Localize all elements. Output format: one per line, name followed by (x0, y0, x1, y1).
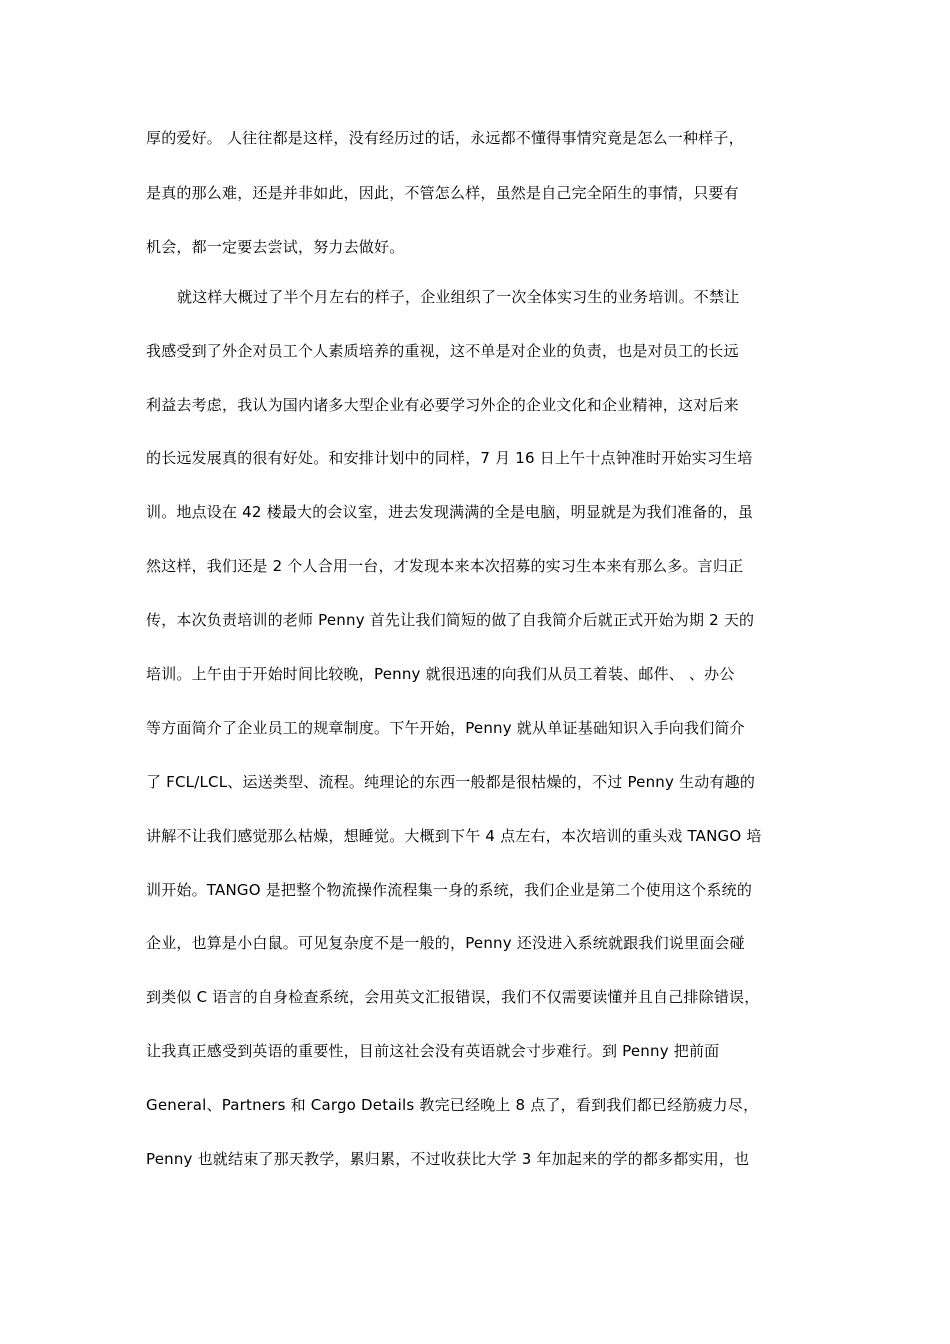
text-line: 讲解不让我们感觉那么枯燥，想睡觉。大概到下午 4 点左右，本次培训的重头戏 TANGO 培 (146, 827, 762, 845)
text-line: 企业，也算是小白鼠。可见复杂度不是一般的，Penny 还没进入系统就跟我们说里面会碰 (146, 934, 745, 952)
text-line: 了 FCL/LCL、运送类型、流程。纯理论的东西一般都是很枯燥的，不过 Penny 生动有趣的 (146, 773, 756, 791)
text-line: General、Partners 和 Cargo Details 教完已经晚上 8 点了，看到我们都已经筋疲力尽， (146, 1096, 759, 1114)
text-line: 是真的那么难，还是并非如此，因此，不管怎么样，虽然是自己完全陌生的事情，只要有 (146, 184, 739, 202)
text-line: 然这样，我们还是 2 个人合用一台，才发现本来本次招募的实习生本来有那么多。言归正 (146, 557, 744, 575)
text-line: 到类似 C 语言的自身检查系统，会用英文汇报错误，我们不仅需要读懂并且自己排除错误， (146, 988, 760, 1006)
text-line: 传，本次负责培训的老师 Penny 首先让我们简短的做了自我简介后就正式开始为期 2 天的 (146, 611, 755, 629)
text-line: 的长远发展真的很有好处。和安排计划中的同样，7 月 16 日上午十点钟准时开始实习生培 (146, 449, 753, 467)
text-line: 我感受到了外企对员工个人素质培养的重视，这不单是对企业的负责，也是对员工的长远 (146, 342, 739, 360)
text-line: 培训。上午由于开始时间比较晚，Penny 就很迅速的向我们从员工着装、邮件、 、办公 (146, 665, 735, 683)
text-line: 训开始。TANGO 是把整个物流操作流程集一身的系统，我们企业是第二个使用这个系统的 (146, 881, 753, 899)
text-line: 厚的爱好。 人往往都是这样，没有经历过的话，永远都不懂得事情究竟是怎么一种样子， (146, 129, 744, 147)
text-line: 训。地点设在 42 楼最大的会议室，进去发现满满的全是电脑，明显就是为我们准备的，虽 (146, 503, 754, 521)
text-line: 等方面简介了企业员工的规章制度。下午开始，Penny 就从单证基础知识入手向我们简介 (146, 719, 745, 737)
text-line: 机会，都一定要去尝试，努力去做好。 (146, 238, 405, 256)
text-line: Penny 也就结束了那天教学，累归累，不过收获比大学 3 年加起来的学的都多都实用，也 (146, 1150, 750, 1168)
text-line: 利益去考虑，我认为国内诸多大型企业有必要学习外企的企业文化和企业精神，这对后来 (146, 396, 739, 414)
paragraph-first-line: 就这样大概过了半个月左右的样子，企业组织了一次全体实习生的业务培训。不禁让 (177, 288, 740, 306)
text-line: 让我真正感受到英语的重要性，目前这社会没有英语就会寸步难行。到 Penny 把前面 (146, 1042, 720, 1060)
